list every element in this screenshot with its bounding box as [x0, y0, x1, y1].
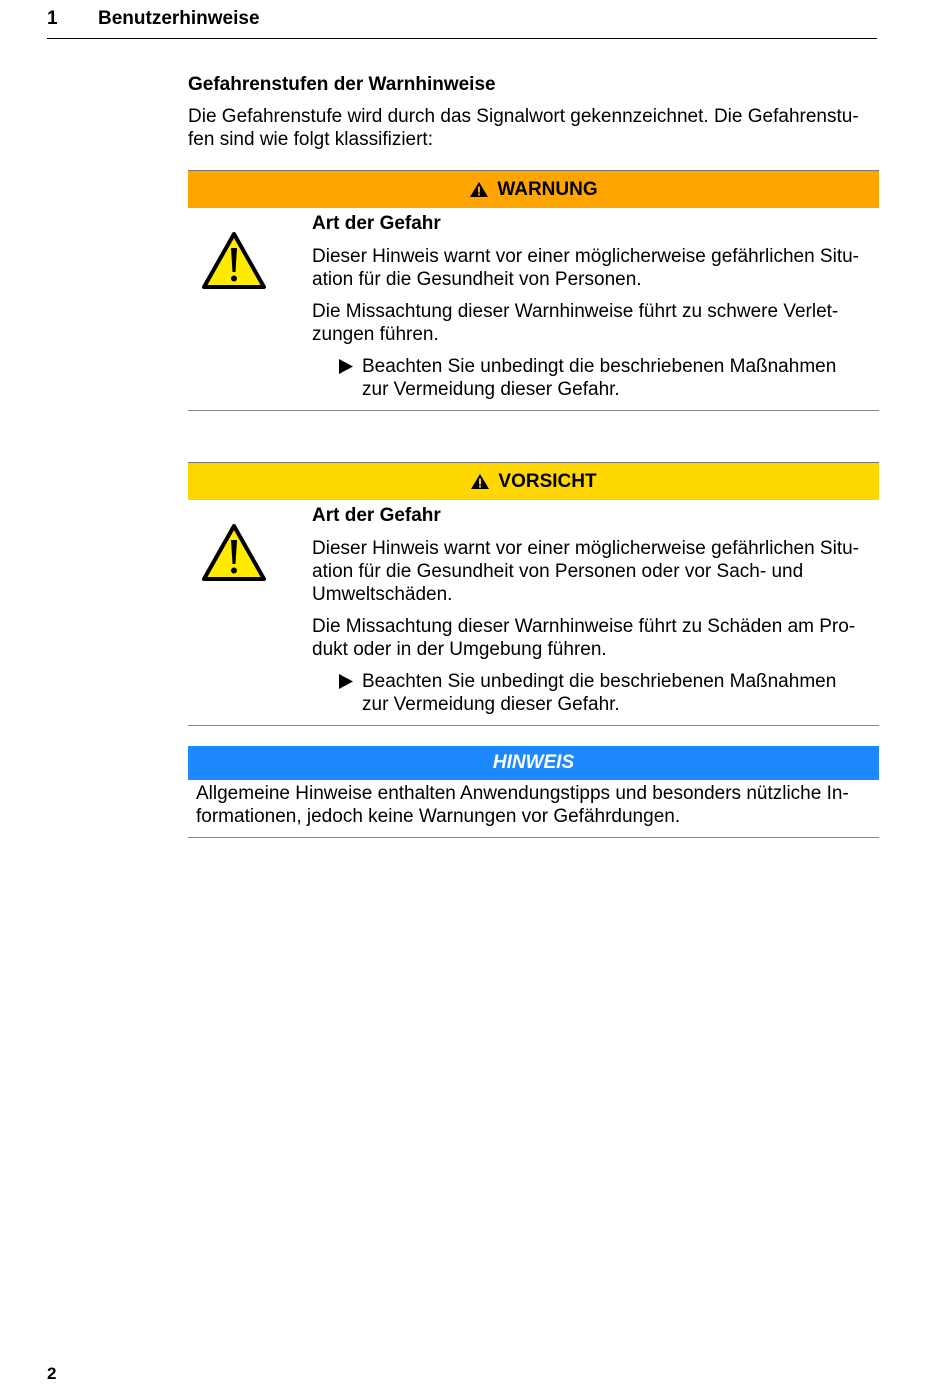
warnung-hazard-title: Art der Gefahr — [312, 213, 441, 234]
intro-paragraph — [188, 105, 888, 151]
vorsicht-signal-band — [188, 462, 879, 500]
vorsicht-description — [312, 537, 882, 606]
warning-triangle-icon — [469, 181, 489, 198]
text-line: ation für die Gesundheit von Personen oder vor Sach- und — [312, 561, 804, 582]
hinweis-signal-word: HINWEIS — [492, 752, 575, 773]
text-line: zur Vermeidung dieser Gefahr. — [362, 694, 620, 715]
vorsicht-signal-word: VORSICHT — [498, 470, 597, 492]
warnung-notice — [188, 170, 879, 412]
text-line: Dieser Hinweis warnt vor einer möglicherweise gefährlichen Situ- — [312, 246, 860, 267]
vorsicht-consequence — [312, 615, 882, 661]
warnung-bottom-rule — [188, 410, 879, 411]
chapter-number: 1 — [47, 8, 58, 29]
hazard-warning-icon — [200, 230, 268, 292]
text-line: Umweltschäden. — [312, 584, 453, 605]
hinweis-notice — [188, 746, 879, 840]
vorsicht-hazard-title: Art der Gefahr — [312, 505, 441, 526]
hinweis-signal-band — [188, 746, 879, 780]
text-line: Beachten Sie unbedingt die beschriebenen Maßnahmen — [362, 356, 837, 377]
header-divider — [47, 38, 877, 39]
text-line: Beachten Sie unbedingt die beschriebenen Maßnahmen — [362, 671, 837, 692]
text-line: zur Vermeidung dieser Gefahr. — [362, 379, 620, 400]
hazard-warning-icon — [200, 522, 268, 584]
text-line: formationen, jedoch keine Warnungen vor Gefährdungen. — [196, 806, 681, 827]
hinweis-text — [196, 782, 876, 828]
warnung-signal-word: WARNUNG — [497, 178, 598, 200]
text-line: zungen führen. — [312, 324, 439, 345]
section-heading: Gefahrenstufen der Warnhinweise — [188, 74, 496, 95]
vorsicht-bottom-rule — [188, 725, 879, 726]
page-number: 2 — [47, 1364, 57, 1383]
text-line: ation für die Gesundheit von Personen. — [312, 269, 642, 290]
warnung-description — [312, 245, 882, 291]
text-line: Die Missachtung dieser Warnhinweise führt zu schwere Verlet- — [312, 301, 839, 322]
warnung-consequence — [312, 300, 882, 346]
vorsicht-notice — [188, 462, 879, 727]
text-line: Allgemeine Hinweise enthalten Anwendungstipps und besonders nützliche In- — [196, 783, 849, 804]
hinweis-bottom-rule — [188, 837, 879, 838]
action-arrow-icon — [338, 673, 354, 690]
warnung-action-step — [338, 355, 878, 401]
warnung-signal-band — [188, 170, 879, 208]
text-line: dukt oder in der Umgebung führen. — [312, 639, 607, 660]
text-line: Dieser Hinweis warnt vor einer möglicherweise gefährlichen Situ- — [312, 538, 860, 559]
warning-triangle-icon — [470, 473, 490, 490]
action-arrow-icon — [338, 358, 354, 375]
vorsicht-action-step — [338, 670, 878, 716]
text-line: Die Missachtung dieser Warnhinweise führt zu Schäden am Pro- — [312, 616, 856, 637]
chapter-title: Benutzerhinweise — [98, 8, 260, 29]
intro-line: Die Gefahrenstufe wird durch das Signalwort gekennzeichnet. Die Gefahrenstu- — [188, 106, 859, 127]
intro-line: fen sind wie folgt klassifiziert: — [188, 129, 433, 150]
